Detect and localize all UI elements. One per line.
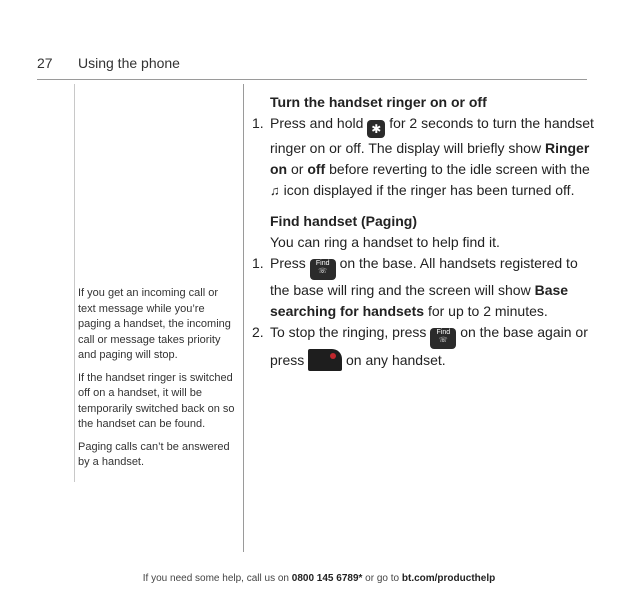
- paging-step-1: [252, 253, 597, 322]
- page-header: [0, 55, 638, 77]
- header-divider: [37, 79, 587, 80]
- base-searching-text: Base searching for handsets: [270, 282, 569, 319]
- star-hash-key-icon: ✱: [367, 120, 385, 138]
- paging-intro: You can ring a handset to help find it.: [270, 234, 500, 250]
- step-number: 2.: [252, 324, 264, 340]
- step-text: Press and hold: [270, 115, 364, 131]
- find-key-icon: [430, 328, 456, 349]
- sidebar-notes: [78, 286, 238, 478]
- step-text: on the base again or press: [270, 324, 588, 368]
- note-incoming-call: If you get an incoming call or text message while you’re paging a handset, the incoming call or message takes priority and paging will stop.: [78, 287, 231, 361]
- end-call-key-icon: [308, 349, 342, 371]
- find-key-label: Find: [315, 260, 330, 267]
- step-number: 1.: [252, 255, 264, 271]
- step-text: before reverting to the idle screen with the: [329, 161, 590, 177]
- ringer-heading: Turn the handset ringer on or off: [270, 94, 487, 110]
- footer-url: bt.com/producthelp: [401, 573, 496, 584]
- note-paging-answer: Paging calls can’t be answered by a handset.: [78, 440, 230, 468]
- footer-prefix: If you need some help, call us on: [142, 573, 289, 584]
- page-number: 27: [37, 55, 53, 71]
- column-divider: [243, 84, 244, 552]
- step-text: on any handset.: [346, 352, 446, 368]
- find-key-glyph: ☏: [318, 268, 328, 275]
- find-key-glyph: ☏: [438, 337, 448, 344]
- footer-phone: 0800 145 6789*: [291, 573, 363, 584]
- find-key-label: Find: [436, 329, 451, 336]
- main-content: [252, 92, 597, 371]
- find-key-icon: [310, 259, 336, 280]
- paging-heading: Find handset (Paging): [270, 213, 417, 229]
- step-text: To stop the ringing, press: [270, 324, 427, 340]
- ringer-word: Ringer: [544, 140, 590, 156]
- or-word: or: [291, 161, 304, 177]
- ringer-step-1: [252, 113, 597, 201]
- step-number: 1.: [252, 115, 264, 131]
- page-footer: [0, 573, 638, 584]
- footer-middle: or go to: [365, 573, 400, 584]
- step-text: for up to 2 minutes.: [427, 303, 548, 319]
- step-text: icon displayed if the ringer has been turned off.: [283, 182, 575, 198]
- note-ringer-off: If the handset ringer is switched off on a handset, it will be temporarily switched back on so the handset can be found.: [78, 371, 235, 430]
- sidebar-divider: [74, 84, 75, 482]
- ringer-off-icon: ♫: [270, 183, 280, 198]
- step-text: for 2 seconds to turn the handset ringer on or off. The display will briefly show: [270, 115, 594, 156]
- section-title: Using the phone: [78, 55, 180, 71]
- step-text: Press: [270, 255, 306, 271]
- on-word: on: [270, 161, 288, 177]
- off-word: off: [307, 161, 326, 177]
- paging-step-2: [252, 322, 597, 371]
- step-text: on the base. All handsets registered to the base will ring and the screen will show: [270, 255, 578, 298]
